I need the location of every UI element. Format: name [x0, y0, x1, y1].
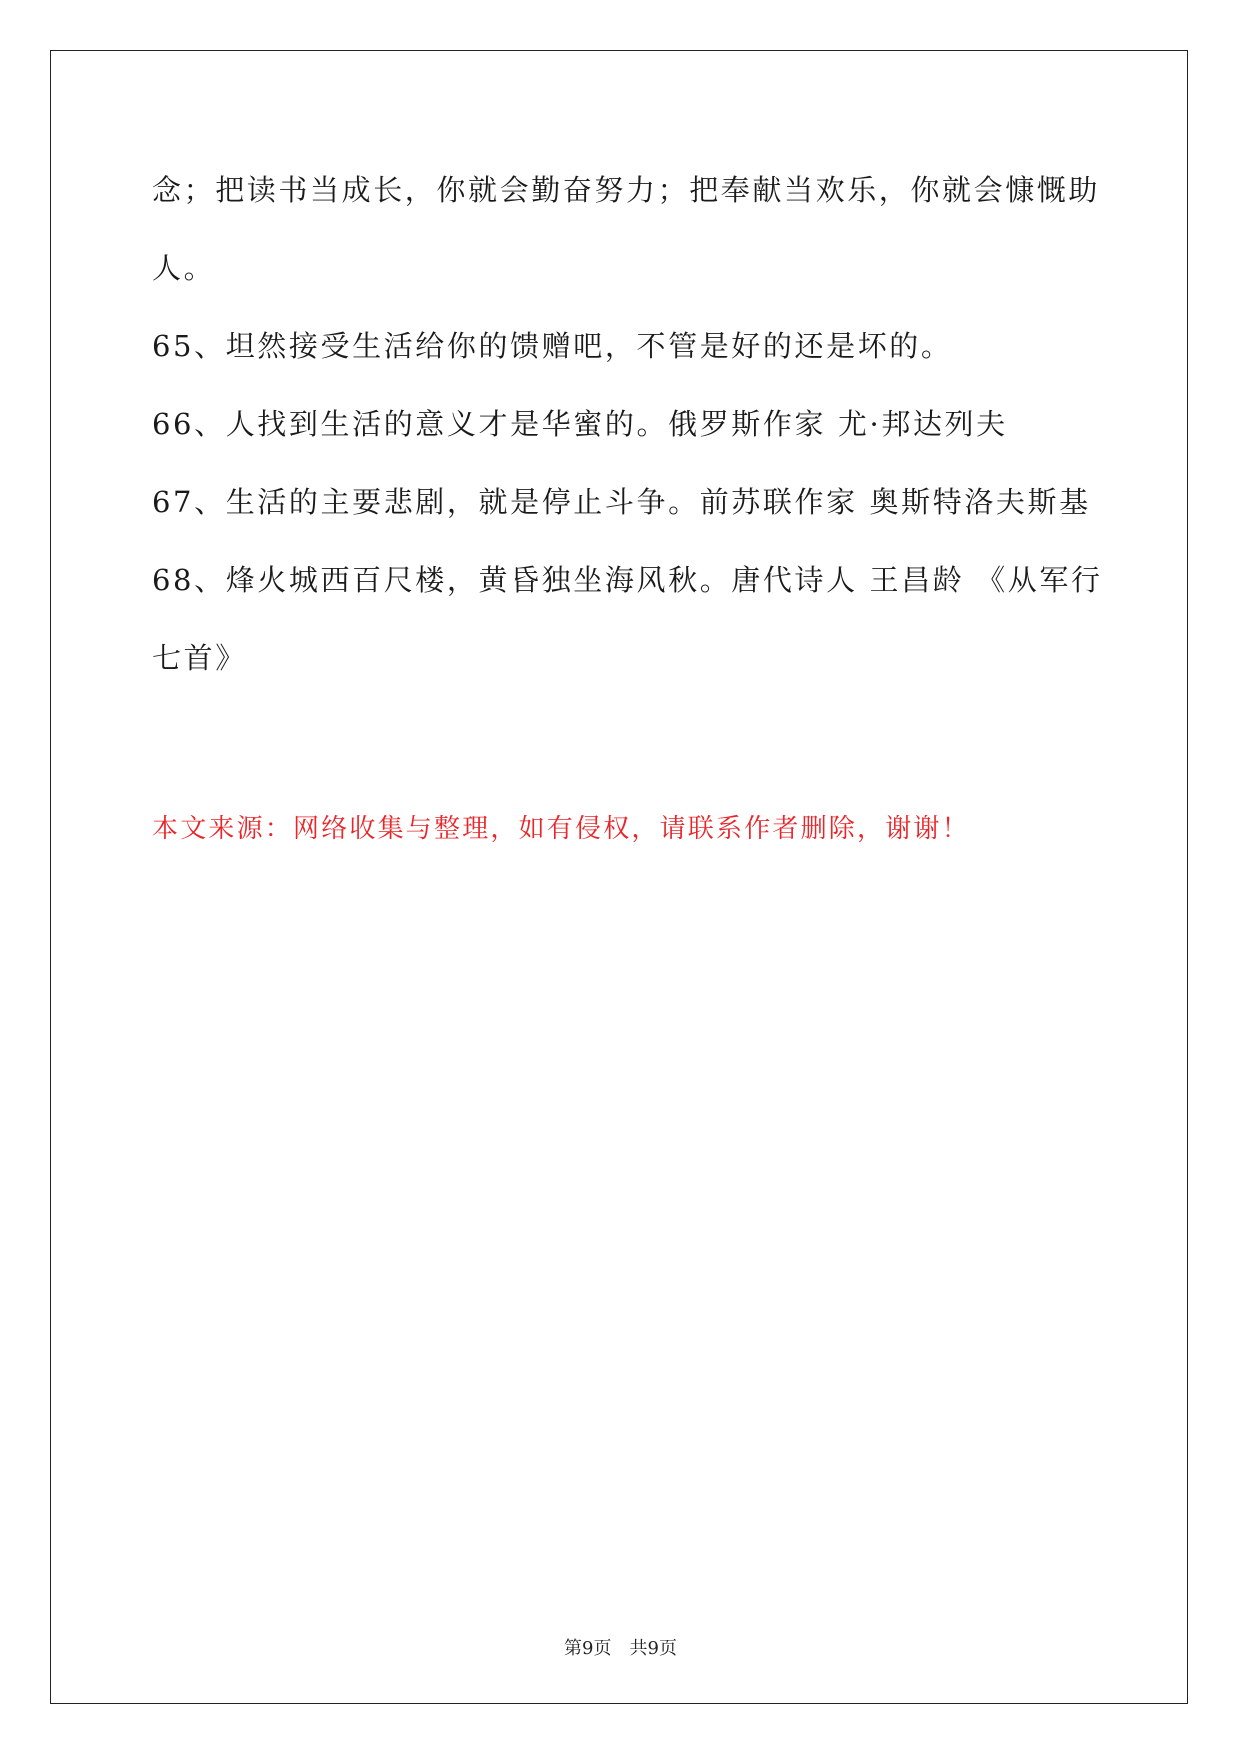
text-line: 65、坦然接受生活给你的馈赠吧，不管是好的还是坏的。 [152, 329, 953, 363]
page-footer [0, 1634, 1241, 1660]
text-line: 66、人找到生活的意义才是华蜜的。俄罗斯作家 尤·邦达列夫 [152, 407, 1008, 441]
page-number: 第9页 [564, 1638, 612, 1659]
text-line: 67、生活的主要悲剧，就是停止斗争。前苏联作家 奥斯特洛夫斯基 [152, 485, 1091, 519]
text-line: 人。 [152, 251, 216, 285]
total-pages: 共9页 [629, 1638, 677, 1659]
text-line: 七首》 [152, 641, 247, 675]
text-line: 68、烽火城西百尺楼，黄昏独坐海风秋。唐代诗人 王昌龄 《从军行 [152, 563, 1103, 597]
source-note: 本文来源：网络收集与整理，如有侵权，请联系作者删除，谢谢！ [152, 814, 970, 844]
text-line: 念；把读书当成长，你就会勤奋努力；把奉献当欢乐，你就会慷慨助 [152, 173, 1101, 207]
document-body [152, 160, 1103, 706]
